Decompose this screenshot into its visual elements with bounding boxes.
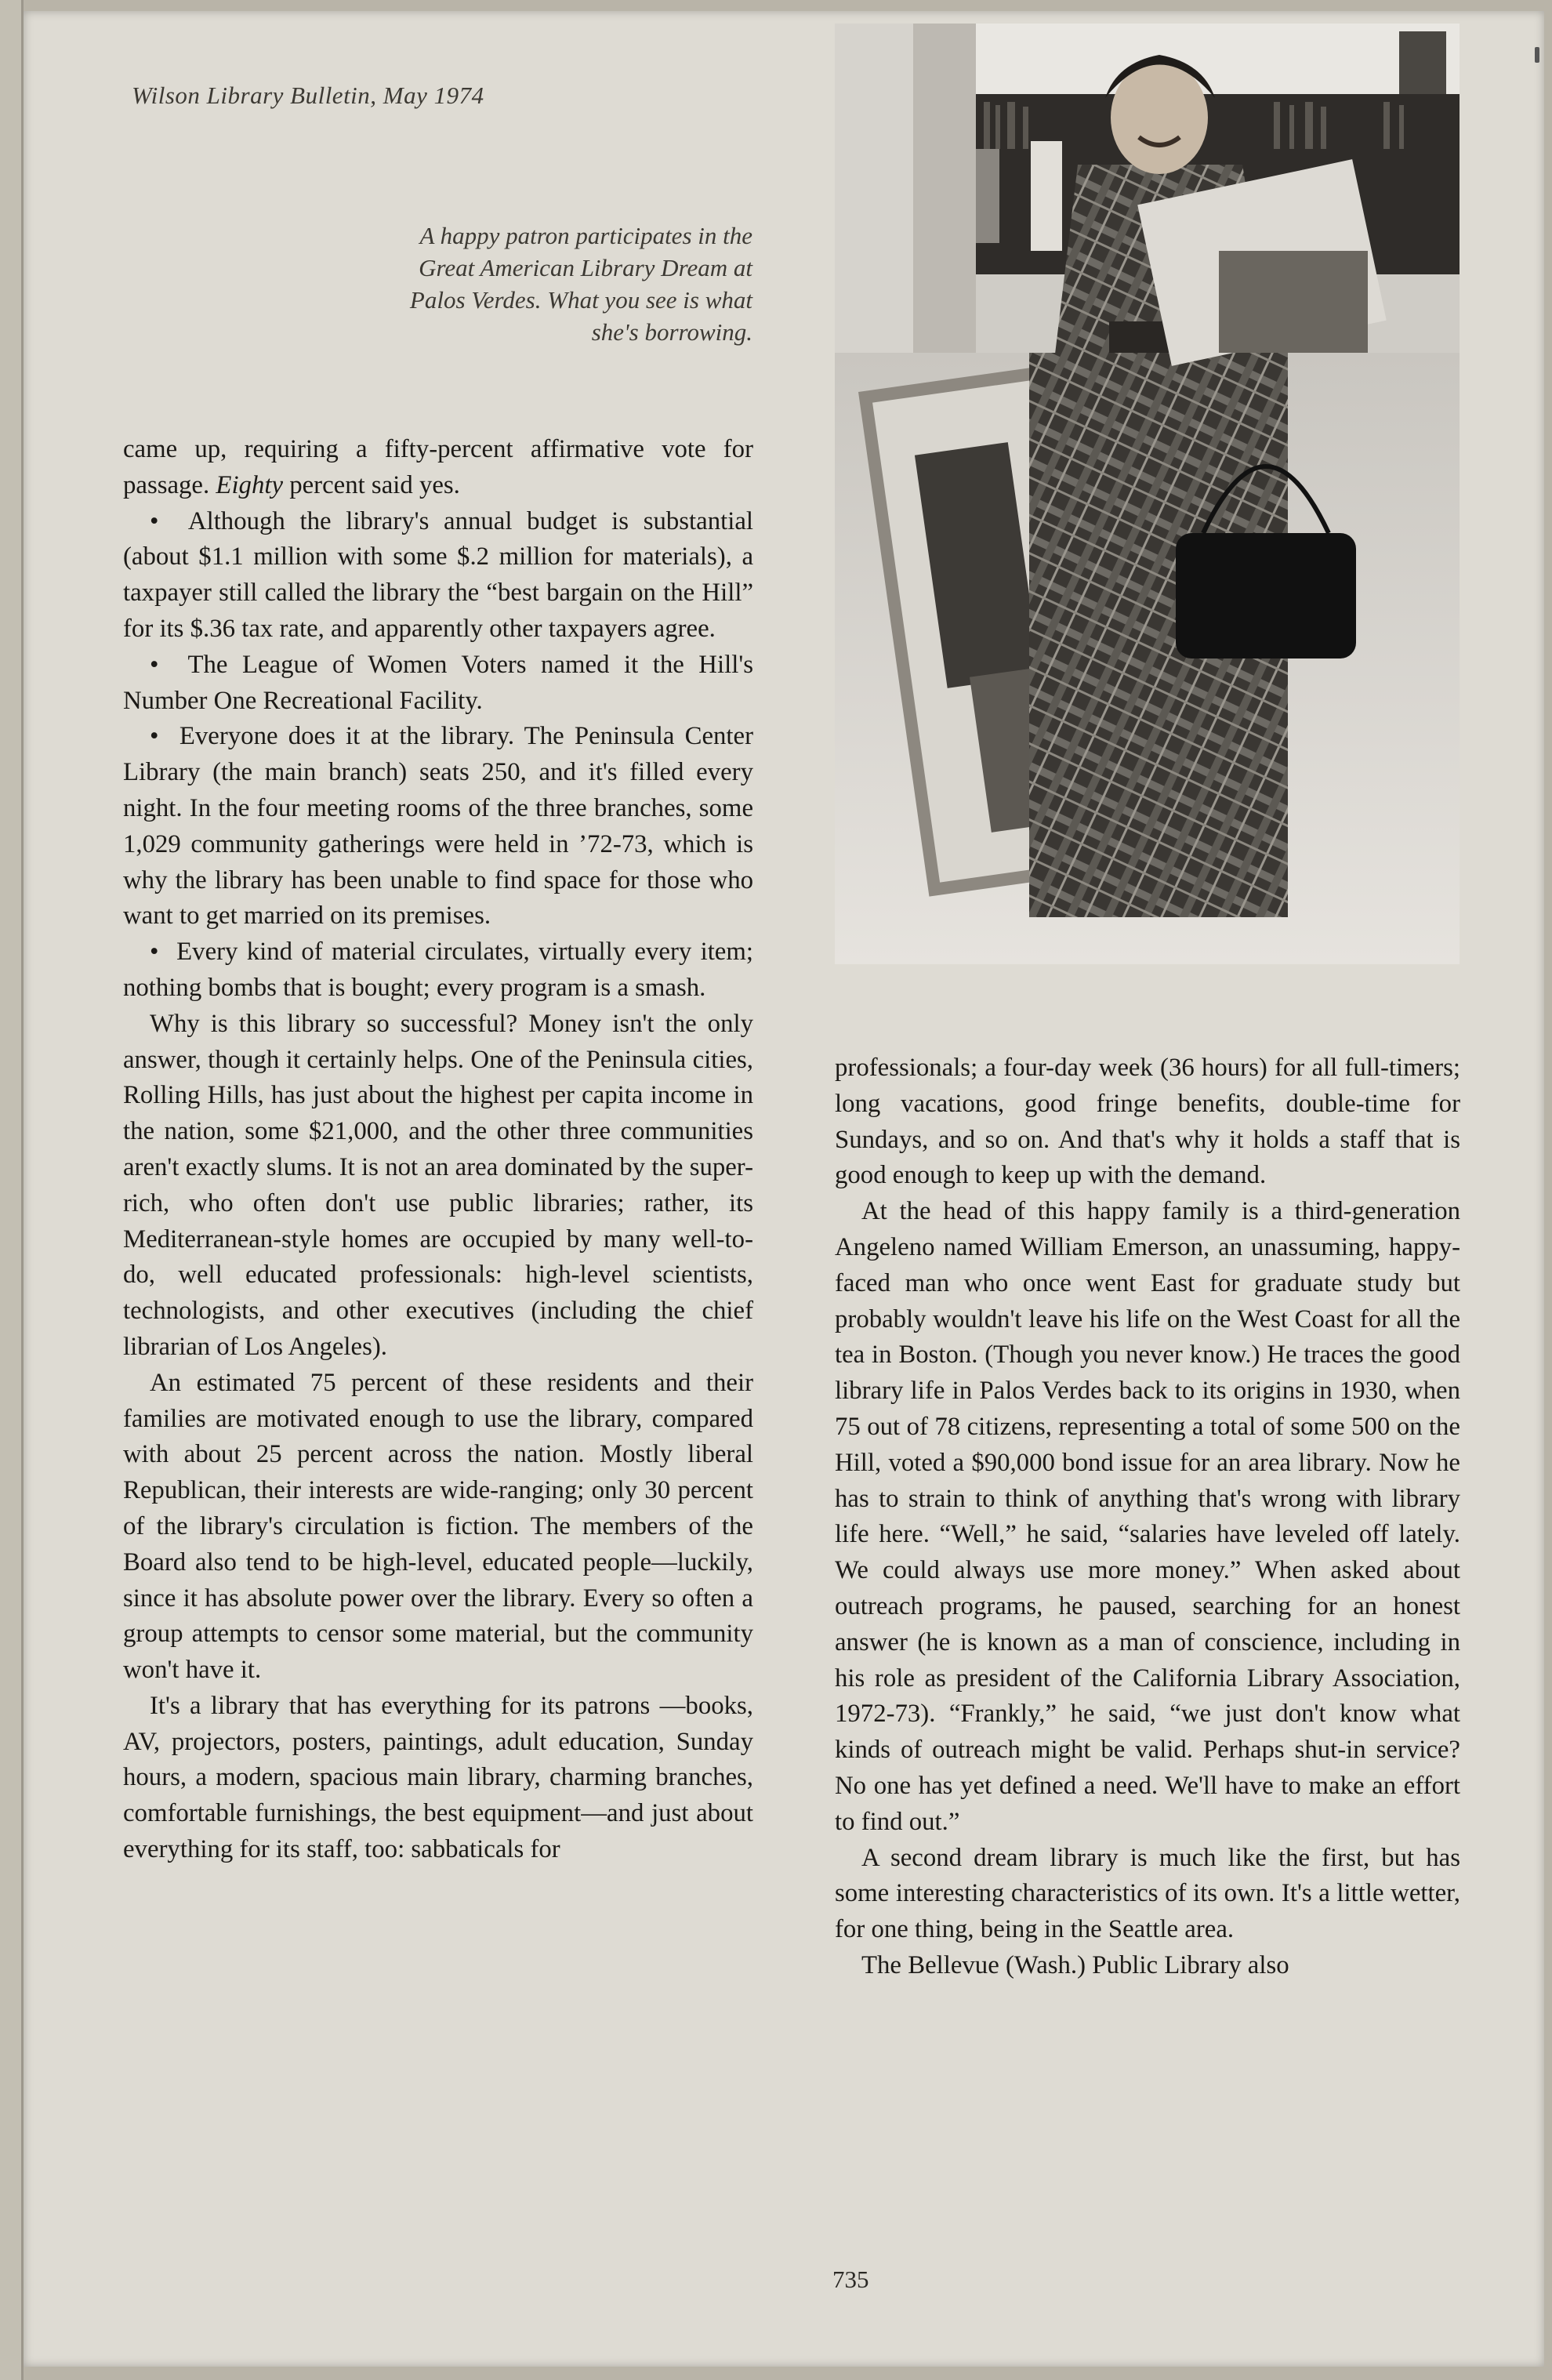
patron-photo [835, 24, 1460, 964]
page-number: 735 [832, 2266, 869, 2293]
running-head: Wilson Library Bulletin, May 1974 [132, 82, 484, 109]
paragraph: At the head of this happy family is a third-generation Angeleno named William Emerson, an unassuming, happy-faced man who once went East for graduate study but probably wouldn't leave his life on the West Coast for all the tea in Boston. (Though you never know.) He traces the good library life in Palos Verdes back to its origins in 1930, when 75 out of 78 citizens, representing a total of some 500 on the Hill, voted a $90,000 bond issue for an area library. Now he has to strain to think of anything that's wrong with library life here. “Well,” he said, “salaries have leveled off lately. We could always use more money.” When asked about outreach programs, he paused, searching for an honest answer (he is known as a man of conscience, including in his role as president of the California Library Association, 1972-73). “Frankly,” he said, “we just don't know what kinds of outreach might be valid. Perhaps shut-in service? No one has yet defined a need. We'll have to make an effort to find out.” [835, 1197, 1460, 1836]
paragraph-text: percent said yes. [283, 470, 460, 499]
paragraph: A second dream library is much like the first, but has some interesting characteristics of its own. It's a little wetter, for one thing, being in the Seattle area. [835, 1843, 1460, 1944]
paragraph-text: came up, requiring a fifty-percent affirmative vote for passage. [123, 435, 753, 499]
caption-line: Great American Library Dream at [419, 254, 752, 281]
bullet-item: • Every kind of material circulates, virtually every item; nothing bombs that is bought; every program is a smash. [123, 934, 753, 1007]
paragraph: It's a library that has everything for its patrons —books, AV, projectors, posters, paintings, adult education, Sunday hours, a modern, spacious main library, charming branches, comfortable furnishings, the best equipment—and just about everything for its staff, too: sabbaticals for [123, 1691, 753, 1864]
paragraph: An estimated 75 percent of these residents and their families are motivated enough to use the library, compared with about 25 percent across the nation. Mostly liberal Republican, their interests are wide-ranging; only 30 percent of the library's circulation is fiction. The members of the Board also tend to be high-level, educated people—luckily, since it has absolute power over the library. Every so often a group attempts to censor some material, but the community won't have it. [123, 1368, 753, 1685]
photo-caption [274, 219, 752, 348]
bullet-item: • The League of Women Voters named it the Hill's Number One Recreational Facility. [123, 648, 753, 720]
patron-photo-illustration [835, 24, 1460, 964]
caption-line: she's borrowing. [591, 318, 752, 346]
paragraph: professionals; a four-day week (36 hours) for all full-timers; long vacations, good fringe benefits, double-time for Sundays, and so on. And that's why it holds a staff that is good enough to keep up with the demand. [835, 1054, 1460, 1190]
paragraph [123, 432, 753, 504]
emphasis-text: Eighty [216, 470, 284, 499]
paragraph: The Bellevue (Wash.) Public Library also [861, 1950, 1289, 1979]
left-column [123, 432, 753, 1868]
paragraph: Why is this library so successful? Money isn't the only answer, though it certainly helps. One of the Peninsula cities, Rolling Hills, has just about the highest per capita income in the nation, some $21,000, and the other three communities aren't exactly slums. It is not an area dominated by the super-rich, who often don't use public libraries; rather, its Mediterranean-style homes are occupied by many well-to-do, well educated professionals: high-level scientists, technologists, and other executives (including the chief librarian of Los Angeles). [123, 1009, 753, 1361]
binding-spine [0, 0, 24, 2380]
page-edge-mark [1535, 47, 1539, 63]
right-column [835, 1050, 1460, 1984]
caption-line: A happy patron participates in the [419, 222, 752, 249]
bullet-item: • Everyone does it at the library. The Peninsula Center Library (the main branch) seats 250, and it's filled every night. In the four meeting rooms of the three branches, some 1,029 community gatherings were held in ’72-73, which is why the library has been unable to find space for those who want to get married on its premises. [123, 719, 753, 934]
bullet-item: • Although the library's annual budget is substantial (about $1.1 million with some $.2 million for materials), a taxpayer still called the library the “best bargain on the Hill” for its $.36 tax rate, and apparently other taxpayers agree. [123, 504, 753, 648]
caption-line: Palos Verdes. What you see is what [409, 286, 752, 314]
